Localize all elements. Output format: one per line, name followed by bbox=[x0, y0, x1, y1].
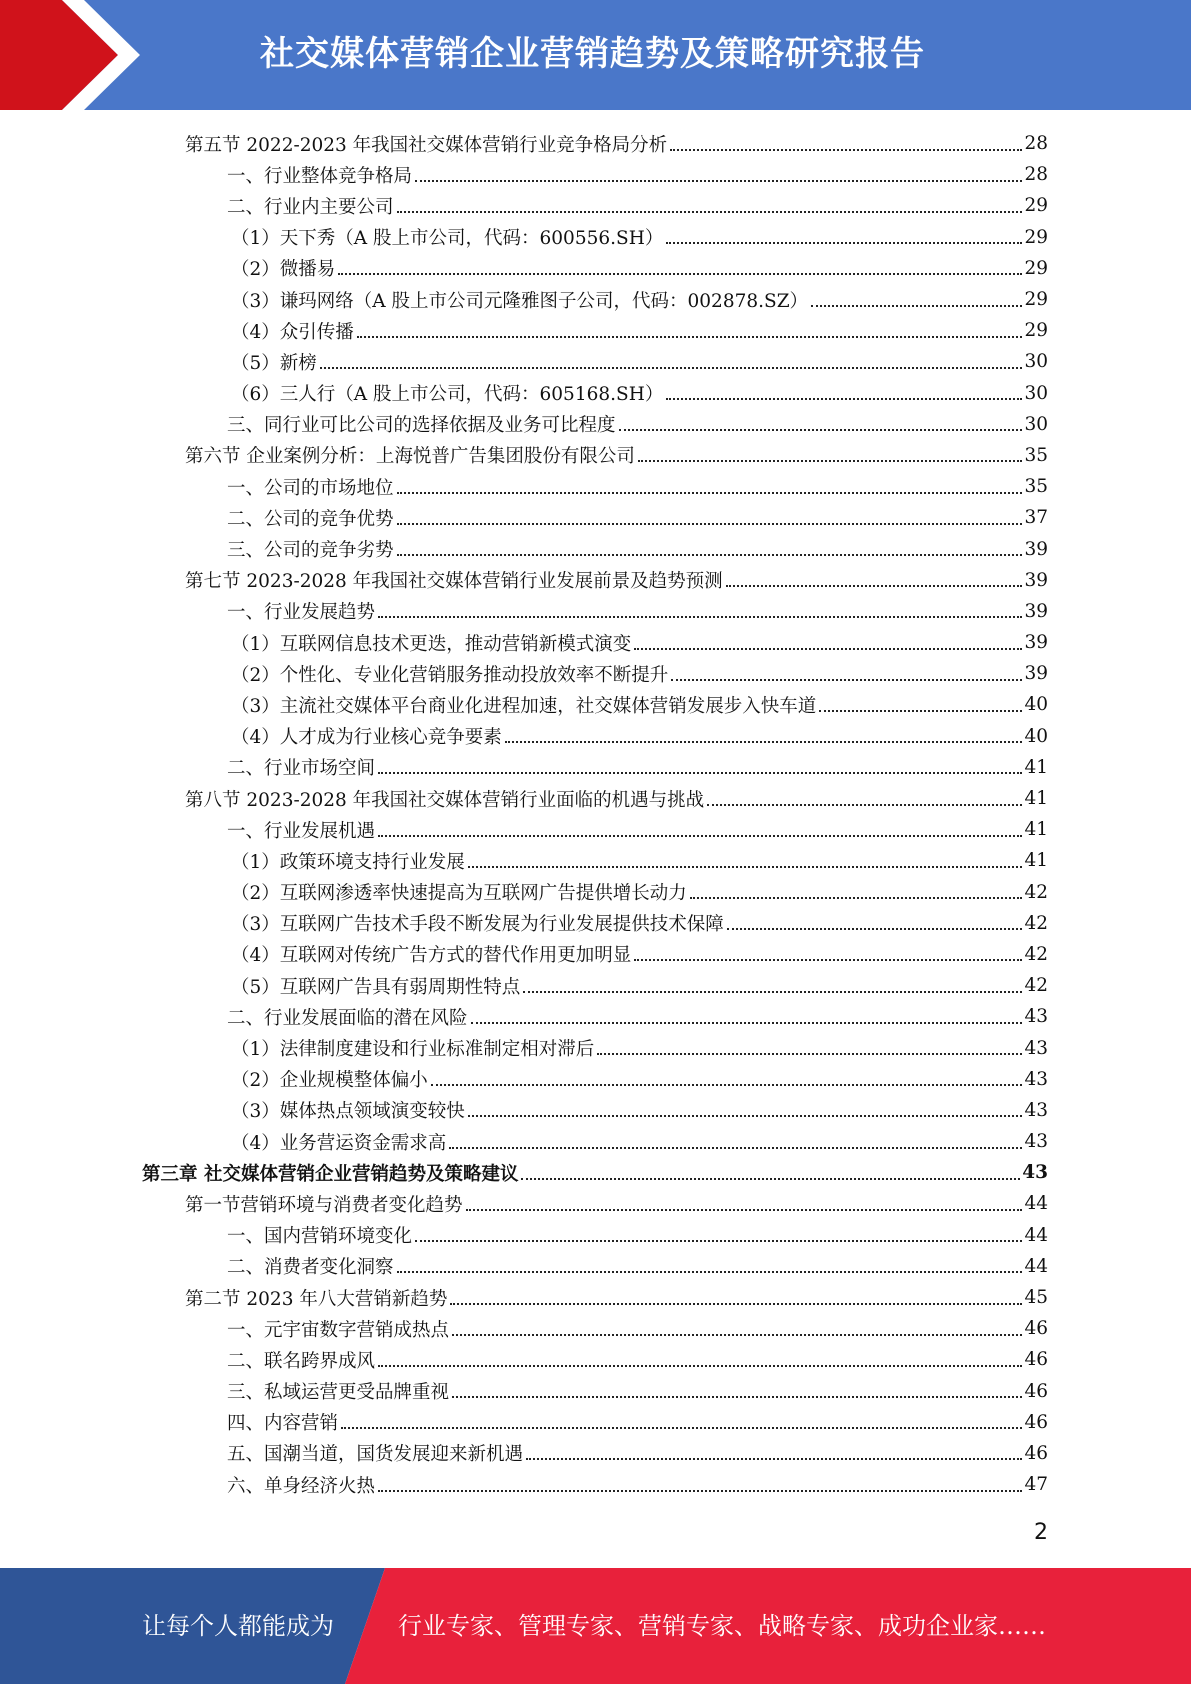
footer-slogan-right: 行业专家、管理专家、营销专家、战略专家、成功企业家…… bbox=[398, 1612, 1046, 1640]
toc-entry[interactable] bbox=[0, 1001, 1048, 1032]
toc-entry[interactable] bbox=[0, 877, 1048, 908]
toc-entry[interactable] bbox=[0, 970, 1048, 1001]
toc-entry-title: （2）企业规模整体偏小 bbox=[231, 1070, 428, 1092]
toc-leader-dots bbox=[397, 554, 1023, 556]
toc-entry-title: 一、元宇宙数字营销成热点 bbox=[227, 1319, 450, 1341]
toc-entry-page: 46 bbox=[1024, 1380, 1048, 1402]
toc-entry-title: （2）微播易 bbox=[231, 259, 336, 281]
toc-entry-page: 46 bbox=[1024, 1318, 1048, 1340]
toc-entry-page: 45 bbox=[1024, 1287, 1048, 1309]
toc-entry[interactable] bbox=[0, 1188, 1048, 1219]
toc-entry[interactable] bbox=[0, 1220, 1048, 1251]
toc-entry[interactable] bbox=[0, 752, 1048, 783]
toc-entry-page: 40 bbox=[1024, 725, 1048, 747]
toc-leader-dots bbox=[727, 928, 1023, 930]
toc-entry[interactable] bbox=[0, 627, 1048, 658]
toc-leader-dots bbox=[634, 648, 1022, 650]
toc-leader-dots bbox=[505, 741, 1023, 743]
toc-leader-dots bbox=[378, 1490, 1022, 1492]
toc-entry-title: 三、公司的竞争劣势 bbox=[227, 540, 394, 562]
toc-entry-page: 29 bbox=[1024, 320, 1048, 342]
toc-entry[interactable] bbox=[0, 565, 1048, 596]
toc-entry[interactable] bbox=[0, 1344, 1048, 1375]
toc-leader-dots bbox=[666, 398, 1022, 400]
toc-entry-title: 第一节营销环境与消费者变化趋势 bbox=[185, 1194, 463, 1216]
toc-entry[interactable] bbox=[0, 1376, 1048, 1407]
toc-leader-dots bbox=[450, 1303, 1022, 1305]
toc-leader-dots bbox=[619, 429, 1023, 431]
toc-entry[interactable] bbox=[0, 440, 1048, 471]
toc-entry-page: 43 bbox=[1024, 1006, 1048, 1028]
toc-entry-title: 一、行业整体竞争格局 bbox=[227, 165, 413, 187]
toc-entry-page: 43 bbox=[1022, 1162, 1048, 1184]
toc-leader-dots bbox=[357, 336, 1023, 338]
toc-leader-dots bbox=[468, 1115, 1023, 1117]
toc-entry-page: 40 bbox=[1024, 694, 1048, 716]
toc-entry-page: 29 bbox=[1024, 289, 1048, 311]
toc-entry[interactable] bbox=[0, 596, 1048, 627]
toc-entry-title: 五、国潮当道，国货发展迎来新机遇 bbox=[227, 1444, 524, 1466]
toc-leader-dots bbox=[819, 710, 1022, 712]
toc-entry-title: （5）互联网广告具有弱周期性特点 bbox=[231, 976, 521, 998]
toc-entry-page: 29 bbox=[1024, 226, 1048, 248]
toc-entry-title: 四、内容营销 bbox=[227, 1413, 339, 1435]
toc-entry-title: 二、消费者变化洞察 bbox=[227, 1257, 394, 1279]
toc-entry-title: （2）个性化、专业化营销服务推动投放效率不断提升 bbox=[231, 664, 669, 686]
toc-entry[interactable] bbox=[0, 1407, 1048, 1438]
toc-entry-title: 第八节 2023-2028 年我国社交媒体营销行业面临的机遇与挑战 bbox=[185, 789, 705, 811]
toc-entry[interactable] bbox=[0, 783, 1048, 814]
toc-entry-title: （4）人才成为行业核心竞争要素 bbox=[231, 727, 502, 749]
toc-entry-page: 39 bbox=[1024, 632, 1048, 654]
toc-entry-page: 39 bbox=[1024, 600, 1048, 622]
toc-leader-dots bbox=[690, 897, 1023, 899]
toc-entry-page: 29 bbox=[1024, 195, 1048, 217]
toc-leader-dots bbox=[471, 1022, 1023, 1024]
toc-entry[interactable] bbox=[0, 222, 1048, 253]
toc-entry[interactable] bbox=[0, 159, 1048, 190]
toc-entry[interactable] bbox=[0, 1282, 1048, 1313]
toc-leader-dots bbox=[707, 804, 1022, 806]
toc-entry[interactable] bbox=[0, 845, 1048, 876]
toc-leader-dots bbox=[638, 460, 1023, 462]
toc-entry-title: （5）新榜 bbox=[231, 352, 317, 374]
toc-entry-page: 29 bbox=[1024, 257, 1048, 279]
toc-entry[interactable] bbox=[0, 284, 1048, 315]
toc-entry-title: （4）众引传播 bbox=[231, 321, 354, 343]
toc-entry-page: 30 bbox=[1024, 351, 1048, 373]
footer-slogan-left: 让每个人都能成为 bbox=[142, 1612, 334, 1640]
toc-entry[interactable] bbox=[0, 502, 1048, 533]
toc-entry-page: 37 bbox=[1024, 507, 1048, 529]
table-of-contents bbox=[0, 128, 1191, 1500]
toc-entry[interactable] bbox=[0, 1126, 1048, 1157]
toc-entry-page: 41 bbox=[1024, 756, 1048, 778]
toc-entry-title: 第三章 社交媒体营销企业营销趋势及策略建议 bbox=[142, 1163, 519, 1185]
toc-leader-dots bbox=[597, 1053, 1022, 1055]
toc-entry-title: （2）互联网渗透率快速提高为互联网广告提供增长动力 bbox=[231, 883, 687, 905]
toc-entry[interactable] bbox=[0, 253, 1048, 284]
toc-entry-title: 二、行业发展面临的潜在风险 bbox=[227, 1007, 468, 1029]
toc-entry[interactable] bbox=[0, 1157, 1048, 1188]
toc-entry-title: 一、行业发展机遇 bbox=[227, 820, 376, 842]
toc-entry-title: 一、公司的市场地位 bbox=[227, 477, 394, 499]
toc-entry[interactable] bbox=[0, 908, 1048, 939]
toc-entry-page: 44 bbox=[1024, 1193, 1048, 1215]
toc-entry[interactable] bbox=[0, 1032, 1048, 1063]
toc-entry-page: 47 bbox=[1024, 1474, 1048, 1496]
toc-leader-dots bbox=[468, 866, 1023, 868]
footer-band bbox=[0, 1568, 1191, 1684]
toc-leader-dots bbox=[671, 679, 1022, 681]
toc-entry[interactable] bbox=[0, 1064, 1048, 1095]
page-number: 2 bbox=[1034, 1520, 1048, 1545]
toc-leader-dots bbox=[634, 959, 1022, 961]
toc-entry[interactable] bbox=[0, 315, 1048, 346]
toc-leader-dots bbox=[670, 149, 1022, 151]
toc-entry-title: 第五节 2022-2023 年我国社交媒体营销行业竞争格局分析 bbox=[185, 134, 668, 156]
toc-leader-dots bbox=[523, 991, 1022, 993]
toc-leader-dots bbox=[378, 1365, 1022, 1367]
toc-entry[interactable] bbox=[0, 346, 1048, 377]
toc-entry-title: （3）谦玛网络（A 股上市公司元隆雅图子公司，代码：002878.SZ） bbox=[231, 290, 809, 312]
toc-leader-dots bbox=[521, 1178, 1020, 1180]
toc-leader-dots bbox=[397, 492, 1023, 494]
toc-entry[interactable] bbox=[0, 409, 1048, 440]
toc-entry-page: 35 bbox=[1024, 476, 1048, 498]
toc-entry-title: （4）互联网对传统广告方式的替代作用更加明显 bbox=[231, 945, 632, 967]
toc-leader-dots bbox=[378, 835, 1022, 837]
toc-leader-dots bbox=[415, 180, 1022, 182]
toc-entry-title: 三、私域运营更受品牌重视 bbox=[227, 1382, 450, 1404]
toc-entry[interactable] bbox=[0, 1438, 1048, 1469]
toc-entry[interactable] bbox=[0, 533, 1048, 564]
toc-entry-page: 46 bbox=[1024, 1411, 1048, 1433]
toc-leader-dots bbox=[666, 242, 1022, 244]
toc-entry-title: （4）业务营运资金需求高 bbox=[231, 1132, 447, 1154]
toc-entry-title: （1）政策环境支持行业发展 bbox=[231, 851, 465, 873]
toc-entry[interactable] bbox=[0, 1095, 1048, 1126]
toc-entry-title: 二、联名跨界成风 bbox=[227, 1350, 376, 1372]
toc-entry-title: 二、公司的竞争优势 bbox=[227, 508, 394, 530]
toc-entry-title: 二、行业内主要公司 bbox=[227, 196, 394, 218]
toc-leader-dots bbox=[415, 1240, 1022, 1242]
header-band bbox=[0, 0, 1191, 110]
toc-leader-dots bbox=[338, 273, 1022, 275]
toc-entry-title: （3）互联网广告技术手段不断发展为行业发展提供技术保障 bbox=[231, 914, 724, 936]
toc-entry[interactable] bbox=[0, 721, 1048, 752]
toc-entry[interactable] bbox=[0, 1469, 1048, 1500]
toc-entry-title: 六、单身经济火热 bbox=[227, 1475, 376, 1497]
toc-leader-dots bbox=[431, 1084, 1023, 1086]
toc-entry-page: 39 bbox=[1024, 663, 1048, 685]
toc-entry-page: 42 bbox=[1024, 881, 1048, 903]
toc-entry-page: 43 bbox=[1024, 1099, 1048, 1121]
toc-leader-dots bbox=[397, 1271, 1023, 1273]
toc-entry-page: 30 bbox=[1024, 413, 1048, 435]
toc-leader-dots bbox=[811, 305, 1022, 307]
toc-entry-page: 41 bbox=[1024, 819, 1048, 841]
toc-entry-title: （3）媒体热点领域演变较快 bbox=[231, 1101, 465, 1123]
toc-entry-page: 43 bbox=[1024, 1131, 1048, 1153]
toc-entry-page: 46 bbox=[1024, 1442, 1048, 1464]
toc-entry-title: 一、国内营销环境变化 bbox=[227, 1226, 413, 1248]
toc-entry-page: 41 bbox=[1024, 850, 1048, 872]
toc-entry-page: 42 bbox=[1024, 943, 1048, 965]
toc-entry-page: 46 bbox=[1024, 1349, 1048, 1371]
toc-leader-dots bbox=[466, 1209, 1023, 1211]
toc-entry-title: 二、行业市场空间 bbox=[227, 758, 376, 780]
toc-leader-dots bbox=[341, 1427, 1022, 1429]
toc-entry[interactable] bbox=[0, 939, 1048, 970]
toc-leader-dots bbox=[378, 616, 1022, 618]
toc-entry-page: 44 bbox=[1024, 1224, 1048, 1246]
toc-entry-title: 一、行业发展趋势 bbox=[227, 602, 376, 624]
toc-entry-title: （1）法律制度建设和行业标准制定相对滞后 bbox=[231, 1039, 595, 1061]
toc-leader-dots bbox=[526, 1458, 1022, 1460]
toc-entry-page: 28 bbox=[1024, 133, 1048, 155]
toc-entry-page: 44 bbox=[1024, 1255, 1048, 1277]
toc-entry[interactable] bbox=[0, 1251, 1048, 1282]
toc-entry-title: （1）互联网信息技术更迭，推动营销新模式演变 bbox=[231, 633, 632, 655]
toc-entry-page: 42 bbox=[1024, 912, 1048, 934]
toc-leader-dots bbox=[449, 1147, 1022, 1149]
toc-leader-dots bbox=[397, 211, 1023, 213]
toc-entry-page: 43 bbox=[1024, 1068, 1048, 1090]
toc-entry-page: 41 bbox=[1024, 788, 1048, 810]
toc-entry-title: （3）主流社交媒体平台商业化进程加速，社交媒体营销发展步入快车道 bbox=[231, 695, 817, 717]
toc-entry-page: 35 bbox=[1024, 444, 1048, 466]
toc-entry-title: 第六节 企业案例分析：上海悦普广告集团股份有限公司 bbox=[185, 446, 635, 468]
toc-entry-title: （6）三人行（A 股上市公司，代码：605168.SH） bbox=[231, 384, 664, 406]
toc-entry-page: 39 bbox=[1024, 538, 1048, 560]
toc-entry-page: 28 bbox=[1024, 164, 1048, 186]
toc-entry-page: 42 bbox=[1024, 975, 1048, 997]
toc-leader-dots bbox=[397, 523, 1023, 525]
toc-entry[interactable] bbox=[0, 658, 1048, 689]
toc-entry[interactable] bbox=[0, 190, 1048, 221]
toc-entry[interactable] bbox=[0, 378, 1048, 409]
toc-leader-dots bbox=[452, 1334, 1022, 1336]
toc-leader-dots bbox=[378, 772, 1022, 774]
toc-leader-dots bbox=[320, 367, 1023, 369]
toc-entry[interactable] bbox=[0, 689, 1048, 720]
toc-entry-title: 第二节 2023 年八大营销新趋势 bbox=[185, 1288, 448, 1310]
toc-entry-title: 三、同行业可比公司的选择依据及业务可比程度 bbox=[227, 415, 616, 437]
toc-leader-dots bbox=[726, 585, 1023, 587]
page-header-title: 社交媒体营销企业营销趋势及策略研究报告 bbox=[260, 34, 925, 74]
toc-entry-page: 30 bbox=[1024, 382, 1048, 404]
toc-entry-title: （1）天下秀（A 股上市公司，代码：600556.SH） bbox=[231, 228, 664, 250]
toc-entry[interactable] bbox=[0, 128, 1048, 159]
toc-entry[interactable] bbox=[0, 1313, 1048, 1344]
toc-leader-dots bbox=[452, 1396, 1022, 1398]
toc-entry-page: 43 bbox=[1024, 1037, 1048, 1059]
header-arrow-graphic bbox=[0, 0, 160, 110]
toc-entry[interactable] bbox=[0, 471, 1048, 502]
toc-entry[interactable] bbox=[0, 814, 1048, 845]
toc-entry-title: 第七节 2023-2028 年我国社交媒体营销行业发展前景及趋势预测 bbox=[185, 571, 723, 593]
toc-entry-page: 39 bbox=[1024, 569, 1048, 591]
